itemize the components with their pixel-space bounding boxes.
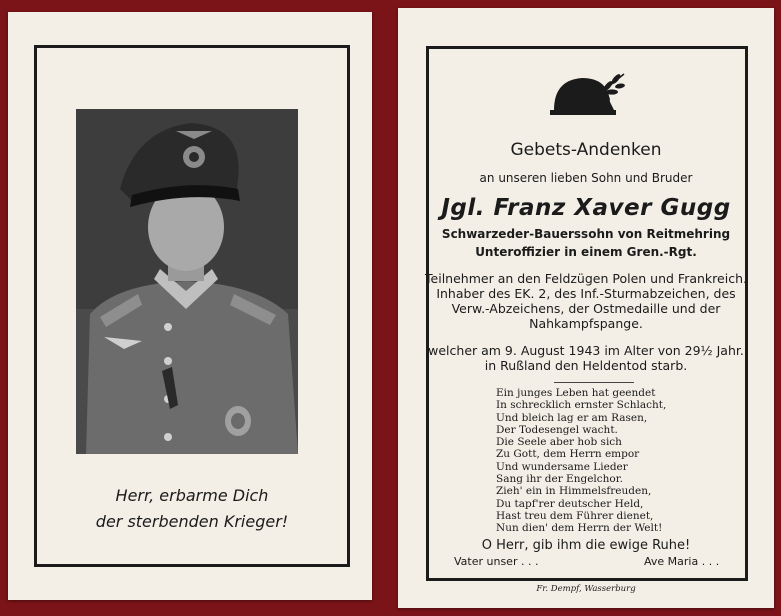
poem-line: Und wundersame Lieder [496,460,628,473]
ave-maria: Ave Maria . . . [644,555,720,568]
memorial-card-back [398,8,774,608]
caption-line-1: Herr, erbarme Dich [115,486,269,505]
vater-unser: Vater unser . . . [454,555,539,568]
poem-line: In schrecklich ernster Schlacht, [496,399,667,412]
soldier-rank: Unteroffizier in einem Gren.-Rgt. [475,245,697,259]
soldier-name: Jgl. Franz Xaver Gugg [441,195,731,221]
death-paragraph: welcher am 9. August 1943 im Alter von 29½ Jahr. in Rußland den Heldentod starb. [428,343,744,373]
poem-line: Der Todesengel wacht. [496,423,618,436]
card-subtitle: an unseren lieben Sohn und Bruder [479,171,693,185]
card-title: Gebets-Andenken [510,140,662,160]
poem-line: Sang ihr der Engelchor. [496,473,623,486]
poem-line: Ein junges Leben hat geendet [496,387,656,399]
memorial-card-front [8,12,372,600]
poem-line: Die Seele aber hob sich [496,436,622,449]
memorial-poem [496,387,736,535]
helmet-laurel-icon [548,66,626,122]
prayer-line: O Herr, gib ihm die ewige Ruhe! [481,538,691,553]
soldier-portrait-photo [76,109,298,454]
poem-line: Zieh' ein in Himmelsfreuden, [496,485,652,498]
poem-line: Nun dien' dem Herrn der Welt! [496,522,663,535]
service-paragraph: Teilnehmer an den Feldzügen Polen und Frankreich. Inhaber des EK. 2, des Inf.-Sturmabzeichen, des Verw.-Abzeichens, der Ostmedaille und der Nahkampfspange. [425,271,747,331]
printer-credit: Fr. Dempf, Wasserburg [536,584,636,594]
poem-line: Und bleich lag er am Rasen, [496,411,648,424]
soldier-origin: Schwarzeder-Bauerssohn von Reitmehring [441,227,731,241]
poem-line: Du tapf'rer deutscher Held, [496,497,644,510]
caption-line-2: der sterbenden Krieger! [95,512,289,531]
poem-line: Zu Gott, dem Herrn empor [496,448,640,461]
poem-line: Hast treu dem Führer dienet, [496,509,654,522]
divider-line [554,382,634,383]
